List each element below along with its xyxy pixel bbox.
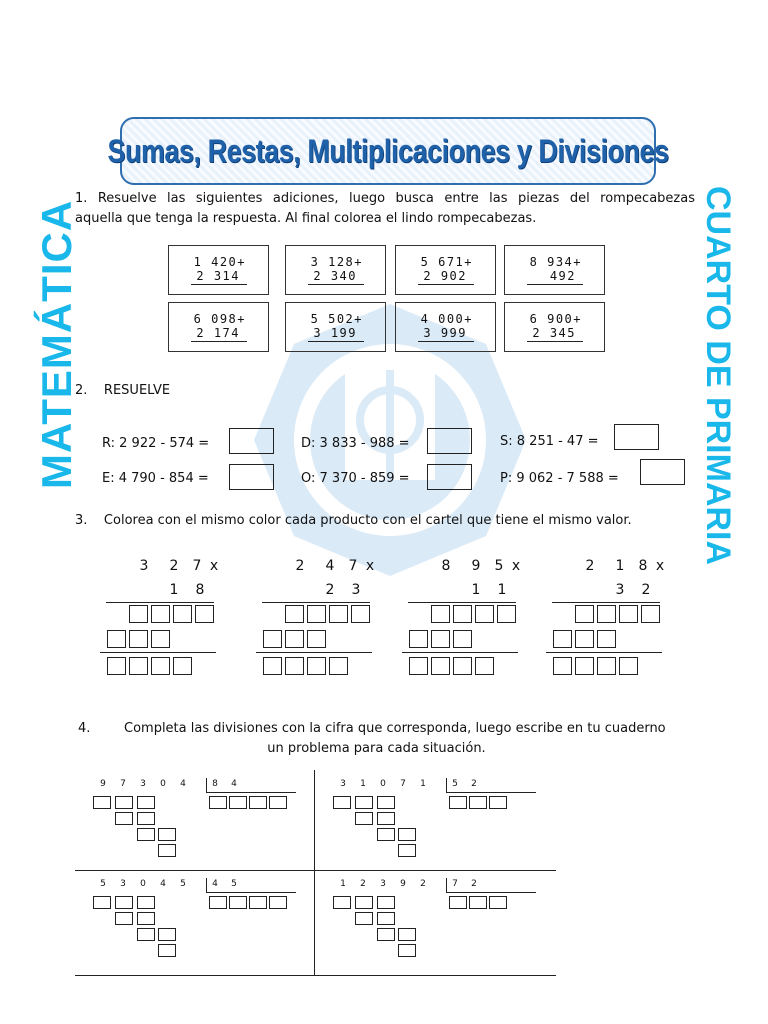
quotient-digit-box[interactable] xyxy=(269,896,287,909)
result-digit-box[interactable] xyxy=(151,657,170,675)
dividend-digit: 9 xyxy=(400,879,406,889)
partial-digit-box[interactable] xyxy=(107,630,126,648)
remainder-digit-box[interactable] xyxy=(398,828,416,841)
division-bracket xyxy=(446,892,536,893)
answer-box-o[interactable] xyxy=(427,464,472,490)
dividend-digit: 5 xyxy=(100,879,106,889)
remainder-digit-box[interactable] xyxy=(137,828,155,841)
quotient-digit-box[interactable] xyxy=(449,796,467,809)
dividend-digit: 9 xyxy=(100,779,106,789)
partial-digit-box[interactable] xyxy=(307,630,326,648)
sum-line xyxy=(418,284,474,285)
multiply-line xyxy=(408,602,516,603)
remainder-digit-box[interactable] xyxy=(333,896,351,909)
multiplicand-digit: x xyxy=(365,558,375,574)
q4-instruction-line2: un problema para cada situación. xyxy=(267,741,486,756)
remainder-digit-box[interactable] xyxy=(158,944,176,957)
quotient-digit-box[interactable] xyxy=(249,896,267,909)
remainder-digit-box[interactable] xyxy=(398,928,416,941)
divisor-digit: 4 xyxy=(231,779,237,789)
result-digit-box[interactable] xyxy=(453,657,472,675)
addend-bottom: 3 999 xyxy=(423,326,467,340)
addend-bottom: 2 345 xyxy=(532,326,576,340)
remainder-digit-box[interactable] xyxy=(355,912,373,925)
multiply-line xyxy=(552,602,660,603)
division-bracket xyxy=(446,778,447,792)
remainder-digit-box[interactable] xyxy=(137,812,155,825)
dividend-digit: 0 xyxy=(380,779,386,789)
product-digit-box[interactable] xyxy=(351,605,370,623)
quotient-digit-box[interactable] xyxy=(229,796,247,809)
q1-instruction-line2: aquella que tenga la respuesta. Al final colorea el lindo rompecabezas. xyxy=(75,211,537,226)
partial-digit-box[interactable] xyxy=(553,630,572,648)
answer-box-d[interactable] xyxy=(427,428,472,454)
quotient-digit-box[interactable] xyxy=(229,896,247,909)
page-title: Sumas, Restas, Multiplicaciones y Divisiones xyxy=(107,132,669,169)
division-grid-horizontal-divider xyxy=(75,870,556,871)
dividend-digit: 2 xyxy=(360,879,366,889)
subtraction-p: P: 9 062 - 7 588 = xyxy=(500,471,619,486)
dividend-digit: 3 xyxy=(340,779,346,789)
quotient-digit-box[interactable] xyxy=(249,796,267,809)
remainder-digit-box[interactable] xyxy=(115,912,133,925)
divisor-digit: 5 xyxy=(452,779,458,789)
division-grid-vertical-divider xyxy=(314,770,315,976)
remainder-digit-box[interactable] xyxy=(377,928,395,941)
addition-card xyxy=(285,245,386,295)
remainder-digit-box[interactable] xyxy=(377,896,395,909)
q3-heading: 3. Colorea con el mismo color cada producto con el cartel que tiene el mismo valor. xyxy=(75,513,632,528)
product-digit-box[interactable] xyxy=(431,605,450,623)
remainder-digit-box[interactable] xyxy=(137,912,155,925)
division-bracket xyxy=(446,878,447,892)
dividend-digit: 1 xyxy=(420,779,426,789)
addend-top: 4 000+ xyxy=(420,312,473,326)
addend-top: 6 900+ xyxy=(529,312,582,326)
division-bracket xyxy=(206,878,207,892)
result-digit-box[interactable] xyxy=(553,657,572,675)
result-digit-box[interactable] xyxy=(431,657,450,675)
remainder-digit-box[interactable] xyxy=(355,812,373,825)
remainder-digit-box[interactable] xyxy=(333,796,351,809)
result-digit-box[interactable] xyxy=(619,657,638,675)
result-digit-box[interactable] xyxy=(107,657,126,675)
dividend-digit: 0 xyxy=(140,879,146,889)
side-label-grade: CUARTO DE PRIMARIA xyxy=(699,186,737,566)
remainder-digit-box[interactable] xyxy=(158,828,176,841)
multiplier-digit: 1 xyxy=(169,582,179,598)
addend-bottom: 2 340 xyxy=(313,269,357,283)
dividend-digit: 5 xyxy=(180,879,186,889)
multiplier-digit: 1 xyxy=(497,582,507,598)
multiplicand-digit: 7 xyxy=(348,558,358,574)
multiplicand-digit: 8 xyxy=(441,558,451,574)
quotient-digit-box[interactable] xyxy=(449,896,467,909)
sum-line xyxy=(191,341,247,342)
sum-line xyxy=(308,284,364,285)
divisor-digit: 8 xyxy=(212,779,218,789)
divisor-digit: 7 xyxy=(452,879,458,889)
product-digit-box[interactable] xyxy=(285,605,304,623)
product-digit-box[interactable] xyxy=(329,605,348,623)
product-digit-box[interactable] xyxy=(641,605,660,623)
quotient-digit-box[interactable] xyxy=(209,796,227,809)
subtraction-d: D: 3 833 - 988 = xyxy=(301,436,410,451)
sum-line xyxy=(100,652,216,653)
remainder-digit-box[interactable] xyxy=(158,844,176,857)
product-digit-box[interactable] xyxy=(497,605,516,623)
dividend-digit: 7 xyxy=(120,779,126,789)
remainder-digit-box[interactable] xyxy=(137,796,155,809)
division-bracket xyxy=(206,792,296,793)
quotient-digit-box[interactable] xyxy=(489,796,507,809)
remainder-digit-box[interactable] xyxy=(93,896,111,909)
dividend-digit: 3 xyxy=(140,779,146,789)
multiplicand-digit: 2 xyxy=(585,558,595,574)
subtraction-s: S: 8 251 - 47 = xyxy=(500,434,599,449)
divisor-digit: 2 xyxy=(471,879,477,889)
multiplier-digit: 1 xyxy=(471,582,481,598)
product-digit-box[interactable] xyxy=(307,605,326,623)
remainder-digit-box[interactable] xyxy=(137,928,155,941)
remainder-digit-box[interactable] xyxy=(93,796,111,809)
quotient-digit-box[interactable] xyxy=(469,796,487,809)
product-digit-box[interactable] xyxy=(151,605,170,623)
remainder-digit-box[interactable] xyxy=(377,828,395,841)
remainder-digit-box[interactable] xyxy=(115,812,133,825)
result-digit-box[interactable] xyxy=(409,657,428,675)
addition-card xyxy=(395,245,496,295)
result-digit-box[interactable] xyxy=(475,657,494,675)
quotient-digit-box[interactable] xyxy=(469,896,487,909)
multiplier-digit: 2 xyxy=(325,582,335,598)
multiplicand-digit: 3 xyxy=(139,558,149,574)
remainder-digit-box[interactable] xyxy=(377,812,395,825)
dividend-digit: 1 xyxy=(360,779,366,789)
partial-digit-box[interactable] xyxy=(575,630,594,648)
remainder-digit-box[interactable] xyxy=(377,796,395,809)
divisor-digit: 5 xyxy=(231,879,237,889)
result-digit-box[interactable] xyxy=(597,657,616,675)
addend-top: 8 934+ xyxy=(529,255,582,269)
addend-bottom: 2 902 xyxy=(423,269,467,283)
result-digit-box[interactable] xyxy=(173,657,192,675)
partial-digit-box[interactable] xyxy=(285,630,304,648)
dividend-digit: 3 xyxy=(120,879,126,889)
sum-line xyxy=(527,341,583,342)
side-label-subject: MATEMÁTICA xyxy=(33,199,80,489)
dividend-digit: 0 xyxy=(160,779,166,789)
addend-top: 5 671+ xyxy=(420,255,473,269)
addend-top: 1 420+ xyxy=(193,255,246,269)
dividend-digit: 7 xyxy=(400,779,406,789)
multiply-line xyxy=(106,602,214,603)
remainder-digit-box[interactable] xyxy=(158,928,176,941)
remainder-digit-box[interactable] xyxy=(377,912,395,925)
addition-card xyxy=(395,302,496,352)
partial-digit-box[interactable] xyxy=(409,630,428,648)
addend-bottom: 2 174 xyxy=(196,326,240,340)
multiplicand-digit: x xyxy=(511,558,521,574)
product-digit-box[interactable] xyxy=(619,605,638,623)
remainder-digit-box[interactable] xyxy=(137,896,155,909)
dividend-digit: 4 xyxy=(160,879,166,889)
multiplicand-digit: x xyxy=(655,558,665,574)
product-digit-box[interactable] xyxy=(129,605,148,623)
multiplier-digit: 3 xyxy=(615,582,625,598)
result-digit-box[interactable] xyxy=(129,657,148,675)
addend-bottom: 3 199 xyxy=(313,326,357,340)
product-digit-box[interactable] xyxy=(195,605,214,623)
divisor-digit: 2 xyxy=(471,779,477,789)
addition-card xyxy=(168,245,269,295)
q1-instruction-line1: 1. Resuelve las siguientes adiciones, luego busca entre las piezas del rompecabezas xyxy=(75,191,695,206)
multiplicand-digit: 8 xyxy=(638,558,648,574)
product-digit-box[interactable] xyxy=(453,605,472,623)
product-digit-box[interactable] xyxy=(173,605,192,623)
addition-card xyxy=(504,302,605,352)
addition-card xyxy=(504,245,605,295)
subtraction-o: O: 7 370 - 859 = xyxy=(301,471,410,486)
sum-line xyxy=(546,652,662,653)
sum-line xyxy=(308,341,364,342)
dividend-digit: 4 xyxy=(180,779,186,789)
quotient-digit-box[interactable] xyxy=(489,896,507,909)
division-bracket xyxy=(206,892,296,893)
multiplier-digit: 3 xyxy=(351,582,361,598)
addend-bottom: 492 xyxy=(549,269,576,283)
product-digit-box[interactable] xyxy=(597,605,616,623)
partial-digit-box[interactable] xyxy=(431,630,450,648)
multiplier-digit: 8 xyxy=(195,582,205,598)
q4-number: 4. xyxy=(78,721,91,736)
multiplicand-digit: 4 xyxy=(325,558,335,574)
dividend-digit: 2 xyxy=(420,879,426,889)
partial-digit-box[interactable] xyxy=(129,630,148,648)
multiplicand-digit: 1 xyxy=(615,558,625,574)
addition-card xyxy=(168,302,269,352)
result-digit-box[interactable] xyxy=(263,657,282,675)
remainder-digit-box[interactable] xyxy=(115,796,133,809)
division-grid-bottom-line xyxy=(75,975,556,976)
multiplicand-digit: 9 xyxy=(471,558,481,574)
addend-bottom: 2 314 xyxy=(196,269,240,283)
q2-heading: 2. RESUELVE xyxy=(75,383,171,398)
result-digit-box[interactable] xyxy=(329,657,348,675)
division-bracket xyxy=(206,778,207,792)
result-digit-box[interactable] xyxy=(307,657,326,675)
dividend-digit: 3 xyxy=(380,879,386,889)
sum-line xyxy=(256,652,372,653)
quotient-digit-box[interactable] xyxy=(269,796,287,809)
multiplicand-digit: 7 xyxy=(192,558,202,574)
partial-digit-box[interactable] xyxy=(263,630,282,648)
result-digit-box[interactable] xyxy=(285,657,304,675)
answer-box-e[interactable] xyxy=(229,464,274,490)
answer-box-p[interactable] xyxy=(640,459,685,485)
multiplicand-digit: 2 xyxy=(169,558,179,574)
partial-digit-box[interactable] xyxy=(151,630,170,648)
divisor-digit: 4 xyxy=(212,879,218,889)
subtraction-e: E: 4 790 - 854 = xyxy=(102,471,209,486)
remainder-digit-box[interactable] xyxy=(398,844,416,857)
sum-line xyxy=(402,652,518,653)
q4-instruction-line1: Completa las divisiones con la cifra que corresponda, luego escribe en tu cuaderno xyxy=(124,721,666,736)
addition-card xyxy=(285,302,386,352)
dividend-digit: 1 xyxy=(340,879,346,889)
multiply-line xyxy=(262,602,370,603)
answer-box-s[interactable] xyxy=(614,424,659,450)
product-digit-box[interactable] xyxy=(575,605,594,623)
quotient-digit-box[interactable] xyxy=(209,896,227,909)
multiplicand-digit: x xyxy=(209,558,219,574)
remainder-digit-box[interactable] xyxy=(115,896,133,909)
remainder-digit-box[interactable] xyxy=(398,944,416,957)
multiplier-digit: 2 xyxy=(641,582,651,598)
multiplicand-digit: 2 xyxy=(295,558,305,574)
sum-line xyxy=(418,341,474,342)
sum-line xyxy=(191,284,247,285)
addend-top: 5 502+ xyxy=(310,312,363,326)
title-banner xyxy=(107,117,669,185)
remainder-digit-box[interactable] xyxy=(355,796,373,809)
remainder-digit-box[interactable] xyxy=(355,896,373,909)
division-bracket xyxy=(446,792,536,793)
partial-digit-box[interactable] xyxy=(597,630,616,648)
multiplicand-digit: 5 xyxy=(494,558,504,574)
result-digit-box[interactable] xyxy=(575,657,594,675)
subtraction-r: R: 2 922 - 574 = xyxy=(102,436,210,451)
partial-digit-box[interactable] xyxy=(453,630,472,648)
addend-top: 6 098+ xyxy=(193,312,246,326)
addend-top: 3 128+ xyxy=(310,255,363,269)
product-digit-box[interactable] xyxy=(475,605,494,623)
answer-box-r[interactable] xyxy=(229,428,274,454)
sum-line xyxy=(527,284,583,285)
